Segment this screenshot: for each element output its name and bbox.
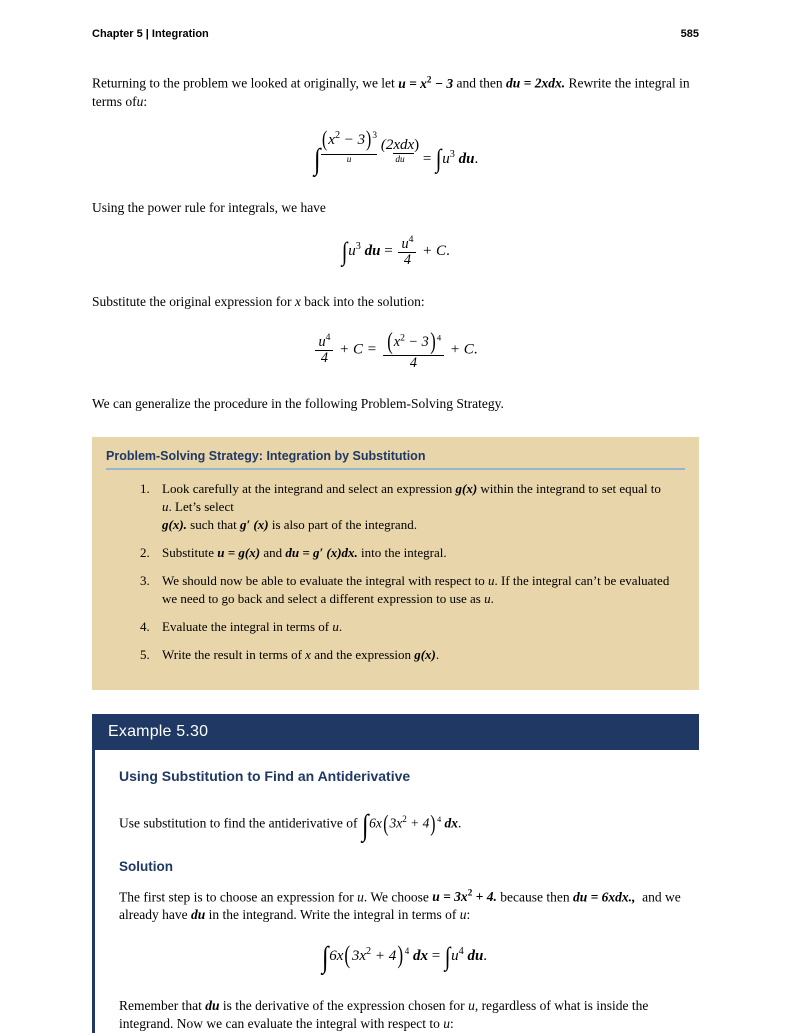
para1-text-2: and then — [456, 75, 503, 91]
page-content — [92, 70, 699, 1033]
underbrace-u: $(x^2 - 3)^3$ u — [322, 126, 378, 166]
equation-power-rule-result: $\int u^3$ du = $\frac{u^4}{4}$ + C. — [341, 234, 450, 269]
para3-text-2: back into the solution: — [304, 293, 425, 309]
equation-solution-substituted: $\int 6x(3x^2 + 4)^4$ dx = $\int u^4$ du. — [321, 940, 488, 975]
example-header: Example 5.30 — [92, 714, 699, 750]
para1-text-3: Rewrite the integral in terms of — [92, 75, 690, 109]
solution-label: Solution — [119, 858, 173, 874]
equation-substituted-integral: ∫ $(x^2 - 3)^3$ u (2xdx) du = $\int u^3$ du. — [313, 126, 479, 177]
paragraph-power-rule: Using the power rule for integrals, we have — [92, 200, 326, 216]
solution-paragraph-1: The first step is to choose an expression for u. We choose $u = 3x^2 + 4$. because then du = 6xdx., and we already have du in the integrand. Write the integral in terms of u: — [119, 887, 681, 923]
list-item: Substitute u = g(x) and du = g′ (x)dx. into the integral. — [162, 545, 447, 561]
header-page-number: 585 — [680, 28, 699, 40]
integral-sign-icon: ∫ — [313, 143, 321, 177]
para1-math-u: u — [136, 93, 144, 109]
para1-colon: : — [143, 93, 148, 109]
fraction-result: $\frac{(x^2 - 3)^4}{4}$ — [383, 329, 444, 372]
strategy-title: Problem-Solving Strategy: Integration by Substitution — [106, 449, 685, 470]
list-item: Evaluate the integral in terms of u. — [162, 619, 343, 635]
para1-math-du: du = 2xdx. — [506, 75, 566, 91]
list-item: Write the result in terms of x and the expression g(x). — [162, 647, 440, 663]
example-body — [92, 750, 699, 1033]
example-prompt: Use substitution to find the antiderivative of $\int 6x(3x^2 + 4)^4$ dx. — [119, 808, 462, 842]
integral-sign-icon: ∫ — [435, 144, 442, 174]
strategy-steps-list — [92, 480, 699, 664]
list-item: Look carefully at the integrand and select an expression g(x) within the integrand to set equal to u. Let’s select g(x). such that g′ (x) is also part of the integrand. — [162, 481, 661, 533]
para3-math-x: x — [294, 293, 301, 309]
solution-paragraph-2: Remember that du is the derivative of the expression chosen for u, regardless of what is inside the integrand. Now we can evaluate the integral with respect to u: — [119, 998, 649, 1032]
list-item: We should now be able to evaluate the integral with respect to u. If the integral can’t be evaluated we need to go back and select a different expression to use as u. — [162, 573, 670, 607]
example-title: Using Substitution to Find an Antiderivative — [119, 768, 411, 785]
integral-sign-icon: ∫ — [341, 237, 348, 267]
page-header — [92, 28, 699, 40]
example-block — [92, 714, 699, 1033]
header-chapter-label: Chapter 5 | Integration — [92, 28, 209, 40]
integral-sign-icon: ∫ — [361, 808, 369, 842]
underbrace-du: (2xdx) du — [380, 137, 420, 166]
fraction-u4-over-4: $\frac{u^4}{4}$ — [398, 235, 416, 269]
para1-text-1: Returning to the problem we looked at originally, we let — [92, 75, 395, 91]
eq1-equals: = — [422, 150, 432, 167]
para3-text-1: Substitute the original expression for — [92, 293, 292, 309]
equation-back-substitution: $\frac{u^4}{4}$ + C = $\frac{(x^2 - 3)^4}{4}$ + C. — [92, 329, 699, 372]
paragraph-return-to-problem — [92, 70, 699, 111]
integral-sign-icon: ∫ — [321, 941, 329, 975]
fraction-u4-over-4-lhs: $\frac{u^4}{4}$ — [315, 333, 333, 367]
integral-sign-icon: ∫ — [444, 942, 451, 972]
problem-solving-strategy-box — [92, 437, 699, 690]
paragraph-generalize: We can generalize the procedure in the following Problem-Solving Strategy. — [92, 396, 504, 412]
paragraph-substitute-back — [92, 293, 699, 311]
para1-math-u-equals: $u = x^2 - 3$ — [398, 74, 454, 91]
